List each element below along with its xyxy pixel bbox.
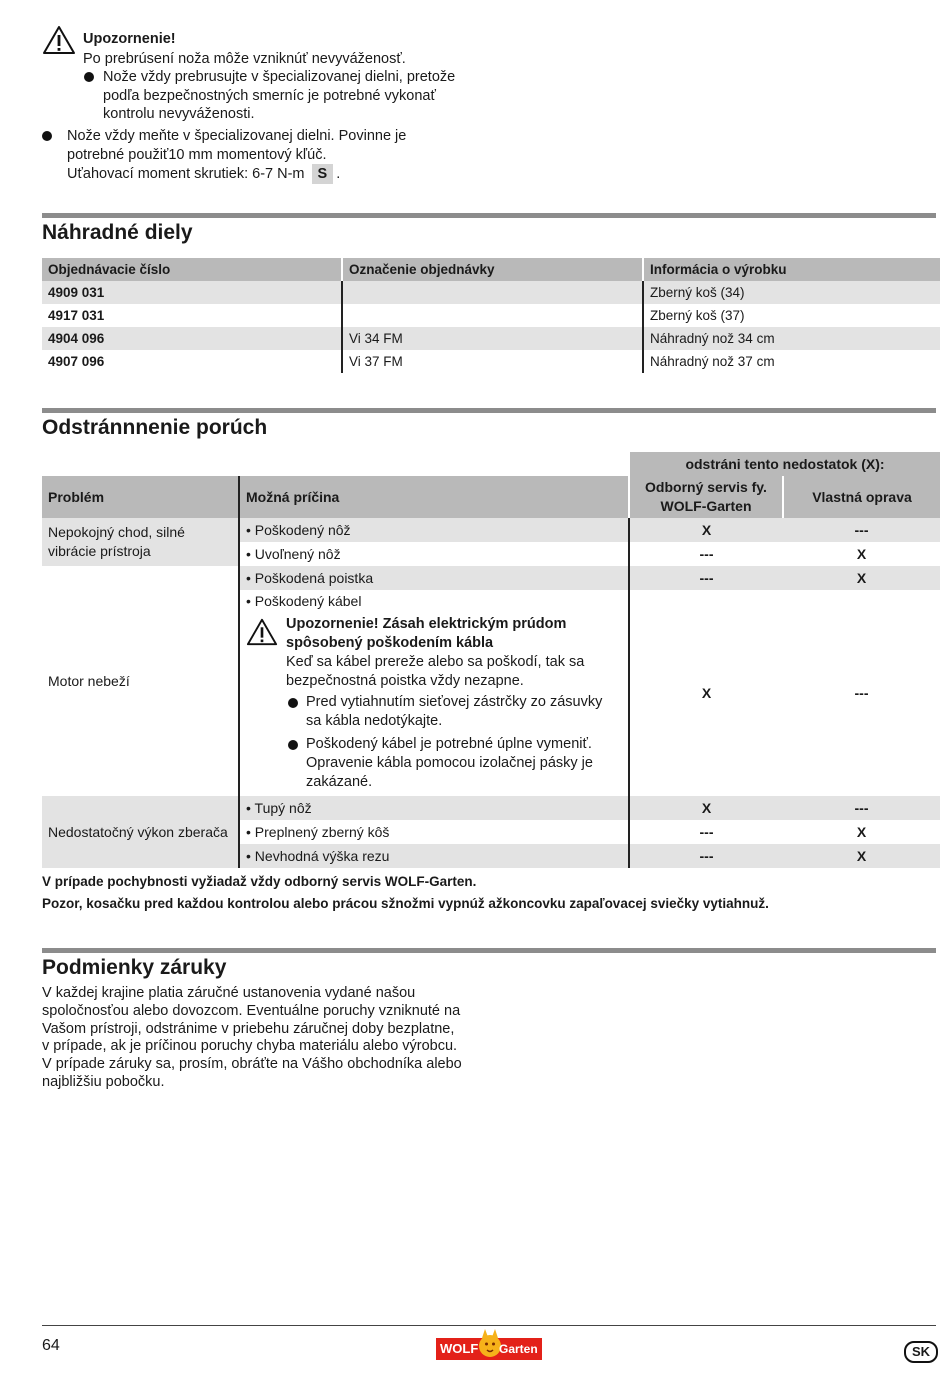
page-number: 64	[42, 1337, 60, 1354]
wolf-garten-logo: WOLF Garten	[436, 1328, 542, 1362]
service-note: V prípade pochybnosti vyžiadaž vždy odborný servis WOLF-Garten.	[42, 874, 477, 889]
warning-title: Upozornenie!	[83, 31, 176, 47]
column-header: Objednávacie číslo	[42, 258, 342, 281]
blade-change-note: Nože vždy meňte v špecializovanej dielni. Povinne je potrebné použiť10 mm momentový kľúč. Uťahovací moment skrutiek: 6-7 N-m S .	[67, 128, 407, 182]
spare-parts-table	[42, 258, 940, 373]
section-title-troubleshooting: Odstránnnenie porúch	[42, 416, 268, 439]
bullet-icon	[84, 72, 94, 82]
table-row: Nedostatočný výkon zberača • Tupý nôž X ---	[42, 796, 940, 820]
troubleshooting-table	[42, 452, 940, 868]
column-header: Označenie objednávky	[342, 258, 643, 281]
bullet-icon	[288, 740, 298, 750]
table-header-row	[42, 258, 940, 281]
table-row: 4904 096 Vi 34 FM Náhradný nož 34 cm	[42, 327, 940, 350]
warning-text: Po prebrúsení noža môže vzniknúť nevyváženosť.	[83, 51, 406, 67]
section-title-spare-parts: Náhradné diely	[42, 221, 193, 244]
table-row: 4907 096 Vi 37 FM Náhradný nož 37 cm	[42, 350, 940, 373]
table-row: • Uvoľnený nôž --- X	[42, 542, 940, 566]
table-row: Motor nebeží • Poškodená poistka --- X	[42, 566, 940, 590]
table-row: • Poškodený kábel Upozornenie! Zásah elektrickým prúdom spôsobený poškodením kábla Keď sa kábel prereže alebo sa poškodí, tak sa bezpečnostná poistka vždy nezapne. Pred vytiahnutím sieťovej zástrčky zo zásuvky sa kábla nedotýkajte. Poškodený kábel je potrebné úplne vymeniť. Opravenie kábla pomocou izolačnej pásky je zakázané. X ---	[42, 590, 940, 796]
warranty-text: V každej krajine platia záručné ustanovenia vydané našou spoločnosťou alebo dovozcom. Eventuálne poruchy vzniknuté na Vašom prístroji, odstránime v priebehu záručnej doby bezplatne, v prípade, ak je príčinou poruchy chyba materiálu alebo výrobcu. V prípade záruky sa, prosím, obráťte na Vášho obchodníka alebo najbližšiu pobočku.	[42, 985, 462, 1090]
language-badge: SK	[904, 1341, 938, 1363]
problem-cell: Nepokojný chod, silné vibrácie prístroja	[42, 518, 239, 566]
section-divider	[42, 948, 936, 953]
column-header: Informácia o výrobku	[643, 258, 940, 281]
cable-warning: Upozornenie! Zásah elektrickým prúdom spôsobený poškodením kábla Keď sa kábel prereže alebo sa poškodí, tak sa bezpečnostná poistka vždy nezapne. Pred vytiahnutím sieťovej zástrčky zo zásuvky sa kábla nedotýkajte. Poškodený kábel je potrebné úplne vymeniť. Opravenie kábla pomocou izolačnej pásky je zakázané.	[246, 615, 622, 792]
footer-divider	[42, 1325, 936, 1326]
section-title-warranty: Podmienky záruky	[42, 956, 227, 979]
warning-icon	[246, 617, 278, 647]
section-divider	[42, 408, 936, 413]
table-row: • Nevhodná výška rezu --- X	[42, 844, 940, 868]
column-header-cause: Možná príčina	[239, 476, 629, 518]
warning-icon	[42, 25, 76, 55]
table-row: Nepokojný chod, silné vibrácie prístroja • Poškodený nôž X ---	[42, 518, 940, 542]
safety-note: Pozor, kosačku pred každou kontrolou alebo prácou sžnožmi vypnúž ažkoncovku zapaľovacej sviečky vytiahnuž.	[42, 896, 769, 911]
section-divider	[42, 213, 936, 218]
table-row: • Preplnený zberný kôš --- X	[42, 820, 940, 844]
service-symbol: S	[312, 164, 334, 184]
table-row: 4917 031 Zberný koš (37)	[42, 304, 940, 327]
warning-bullet-1: Nože vždy prebrusujte v špecializovanej dielni, pretože podľa bezpečnostných smerníc je potrebné vykonať kontrolu nevyváženosti.	[103, 69, 456, 122]
fix-header: odstráni tento nedostatok (X):	[629, 452, 940, 476]
table-row: 4909 031 Zberný koš (34)	[42, 281, 940, 304]
table-header-row	[42, 476, 940, 518]
bullet-icon	[288, 698, 298, 708]
problem-cell: Nedostatočný výkon zberača	[42, 796, 239, 868]
column-header-problem: Problém	[42, 476, 239, 518]
bullet-icon	[42, 131, 52, 141]
column-header-service: Odborný servis fy. WOLF-Garten	[629, 476, 783, 518]
column-header-own-repair: Vlastná oprava	[783, 476, 940, 518]
problem-cell: Motor nebeží	[48, 673, 130, 689]
